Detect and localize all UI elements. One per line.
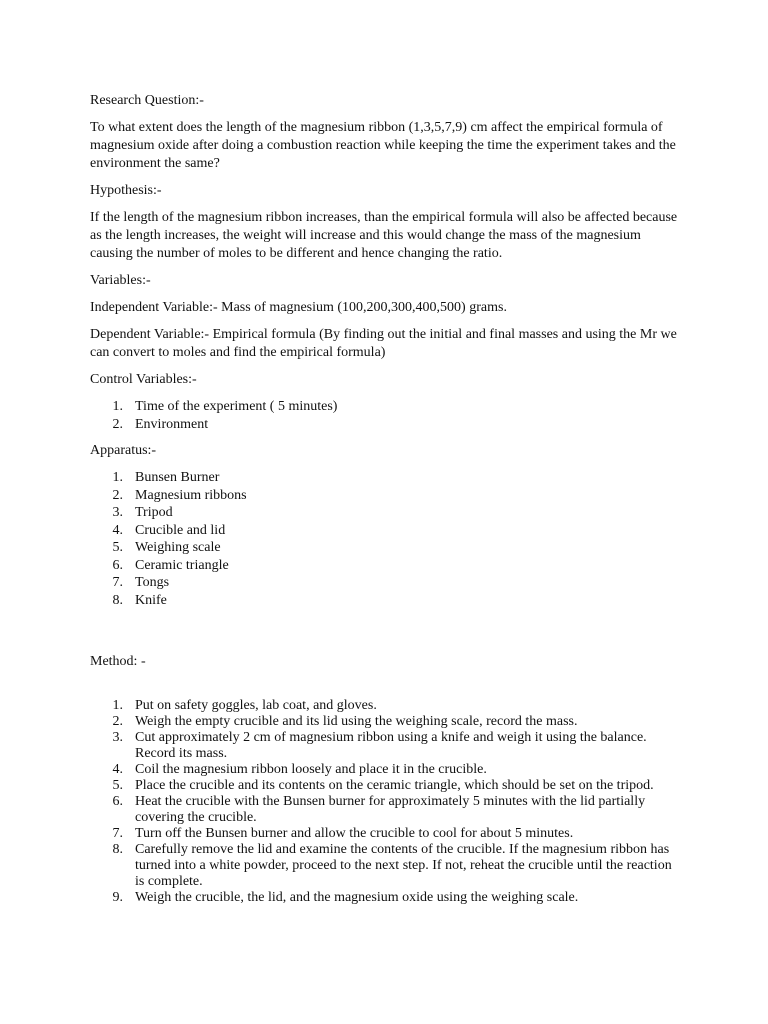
control-variables-heading: Control Variables:-	[90, 372, 197, 387]
list-number: 5.	[112, 540, 123, 555]
list-item	[90, 574, 680, 592]
list-item	[90, 557, 680, 575]
dependent-variable: Dependent Variable:- Empirical formula (By finding out the initial and final masses and using the Mr we can convert to moles and find the empirical formula)	[90, 327, 677, 360]
control-variables-list	[90, 398, 680, 433]
hypothesis-text: If the length of the magnesium ribbon increases, than the empirical formula will also be affected because as the length increases, the weight will increase and this would change the mass of the magnesium causing the number of moles to be different and hence changing the ratio.	[90, 210, 678, 261]
list-text: Weigh the crucible, the lid, and the magnesium oxide using the weighing scale.	[135, 890, 579, 905]
list-item	[90, 698, 680, 714]
list-item	[90, 416, 680, 434]
list-number: 1.	[112, 698, 123, 713]
list-text: Coil the magnesium ribbon loosely and place it in the crucible.	[135, 762, 487, 777]
independent-variable: Independent Variable:- Mass of magnesium (100,200,300,400,500) grams.	[90, 300, 507, 315]
list-text: Knife	[135, 592, 167, 608]
list-text: Carefully remove the lid and examine the contents of the crucible. If the magnesium ribbon has turned into a white powder, proceed to the next step. If not, reheat the crucible until the reaction is complete.	[135, 842, 672, 889]
list-text: Tripod	[135, 505, 173, 520]
list-item	[90, 469, 680, 487]
list-item	[90, 714, 680, 730]
hypothesis-heading: Hypothesis:-	[90, 183, 162, 198]
list-number: 7.	[112, 575, 123, 590]
list-item	[90, 487, 680, 505]
list-item	[90, 592, 680, 610]
list-item	[90, 522, 680, 540]
list-text: Magnesium ribbons	[135, 487, 247, 503]
list-number: 1.	[112, 399, 123, 414]
research-question-text: To what extent does the length of the magnesium ribbon (1,3,5,7,9) cm affect the empirical formula of magnesium oxide after doing a combustion reaction while keeping the time the experiment takes and the environment the same?	[90, 120, 676, 171]
list-number: 6.	[112, 794, 123, 809]
list-text: Place the crucible and its contents on the ceramic triangle, which should be set on the tripod.	[135, 778, 654, 793]
list-text: Turn off the Bunsen burner and allow the crucible to cool for about 5 minutes.	[135, 826, 574, 841]
list-number: 3.	[112, 505, 123, 520]
list-text: Put on safety goggles, lab coat, and gloves.	[135, 698, 377, 713]
list-number: 6.	[112, 557, 123, 573]
list-text: Bunsen Burner	[135, 470, 220, 485]
list-item	[90, 762, 680, 778]
list-item	[90, 539, 680, 557]
list-number: 2.	[112, 714, 123, 729]
list-item	[90, 778, 680, 794]
document-content	[90, 92, 680, 915]
list-number: 2.	[112, 416, 123, 432]
list-number: 5.	[112, 778, 123, 793]
list-number: 8.	[112, 842, 123, 857]
list-number: 2.	[112, 487, 123, 503]
list-item	[90, 826, 680, 842]
method-list	[90, 698, 680, 906]
method-heading: Method: -	[90, 654, 146, 669]
list-text: Weigh the empty crucible and its lid using the weighing scale, record the mass.	[135, 714, 578, 729]
list-text: Crucible and lid	[135, 522, 226, 538]
research-question-heading: Research Question:-	[90, 93, 204, 108]
list-text: Tongs	[135, 575, 170, 590]
list-number: 7.	[112, 826, 123, 841]
list-text: Ceramic triangle	[135, 557, 229, 573]
list-number: 3.	[112, 730, 123, 745]
list-number: 4.	[112, 762, 123, 777]
list-item	[90, 794, 680, 826]
list-number: 8.	[112, 592, 123, 608]
list-item	[90, 890, 680, 906]
list-item	[90, 504, 680, 522]
list-item	[90, 842, 680, 890]
list-text: Environment	[135, 416, 209, 432]
variables-heading: Variables:-	[90, 273, 151, 288]
list-item	[90, 730, 680, 762]
list-number: 1.	[112, 470, 123, 485]
spacer	[90, 680, 680, 698]
apparatus-list	[90, 469, 680, 609]
apparatus-heading: Apparatus:-	[90, 443, 157, 458]
list-item	[90, 398, 680, 416]
list-text: Weighing scale	[135, 540, 221, 555]
list-number: 4.	[112, 522, 123, 538]
spacer	[90, 618, 680, 653]
list-text: Heat the crucible with the Bunsen burner for approximately 5 minutes with the lid partially covering the crucible.	[135, 794, 646, 825]
list-text: Cut approximately 2 cm of magnesium ribbon using a knife and weigh it using the balance. Record its mass.	[135, 730, 647, 761]
list-number: 9.	[112, 890, 123, 905]
list-text: Time of the experiment ( 5 minutes)	[135, 399, 338, 414]
